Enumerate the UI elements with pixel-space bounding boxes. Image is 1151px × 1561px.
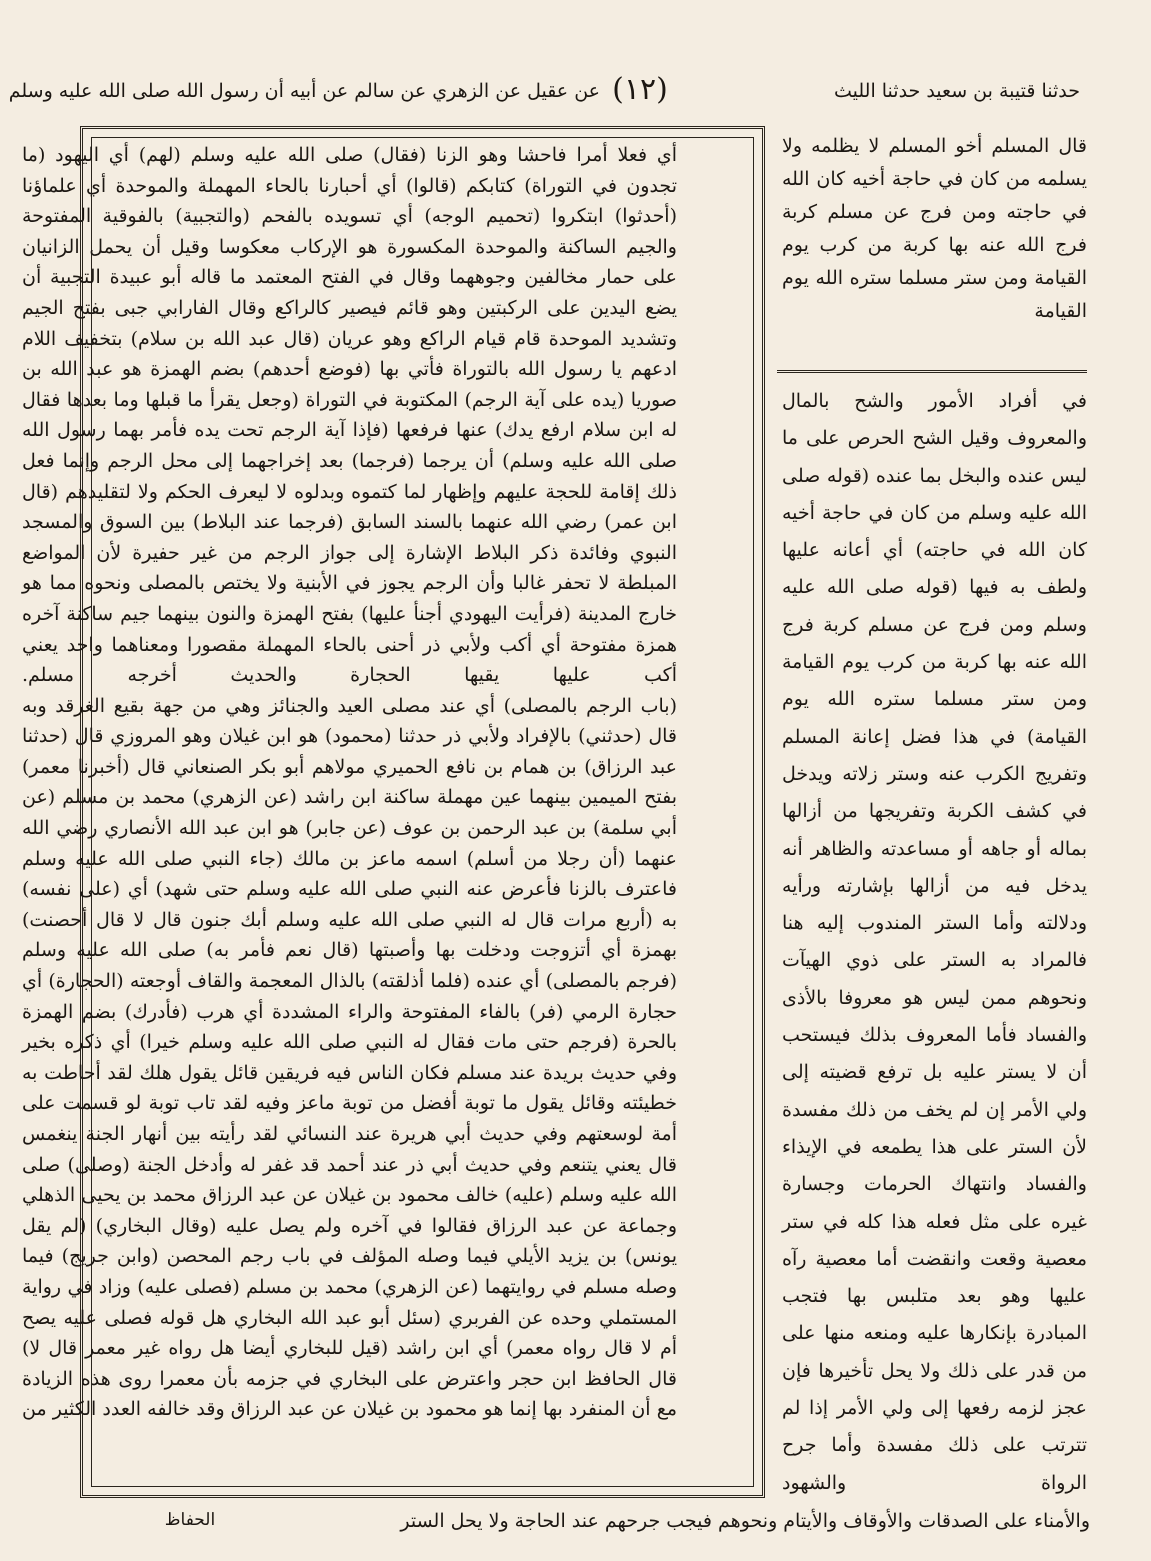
margin-divider	[777, 370, 1087, 373]
margin-column	[782, 130, 1087, 1494]
commentary-text	[22, 140, 677, 1490]
page-number: (١٢)	[612, 72, 668, 107]
footer-continuation: والأمناء على الصدقات والأوقاف والأيتام ونحوهم فيجب جرحهم عند الحاجة ولا يحل الستر	[400, 1510, 1090, 1532]
side-column-header: حدثنا قتيبة بن سعيد حدثنا الليث	[833, 80, 1080, 102]
hadith-text: قال المسلم أخو المسلم لا يظلمه ولا يسلمه من كان في حاجة أخيه كان الله في حاجته ومن فرج عن مسلم كربة فرج الله عنه بها كربة من كرب يوم القيامة ومن ستر مسلما ستره الله يوم القيامة	[782, 135, 1087, 322]
page-footer	[80, 1510, 1090, 1544]
main-column-header: عن عقيل عن الزهري عن سالم عن أبيه أن رسول الله صلى الله عليه وسلم	[8, 80, 600, 102]
catchword: الحفاظ	[164, 1510, 216, 1530]
commentary-paragraph: (باب الرجم بالمصلى) أي عند مصلى العيد والجنائز وهي من جهة بقيع الغرقد وبه قال (حدثني) بالإفراد ولأبي ذر حدثنا (محمود) هو ابن غيلان وهو المروزي قال (حدثنا عبد الرزاق) بن همام بن نافع الحميري مولاهم أبو بكر الصنعاني قال (أخبرنا معمر) بفتح الميمين بينهما عين مهملة ساكنة ابن راشد (عن الزهري) محمد بن مسلم (عن أبي سلمة) بن عبد الرحمن بن عوف (عن جابر) هو ابن عبد الله الأنصاري رضي الله عنهما (أن رجلا من أسلم) اسمه ماعز بن مالك (جاء النبي صلى الله عليه وسلم فاعترف بالزنا فأعرض عنه النبي صلى الله عليه وسلم حتى شهد) أي (على نفسه) به (أربع مرات قال له النبي صلى الله عليه وسلم أبك جنون قال لا قال أحصنت) بهمزة أي أتزوجت ودخلت بها وأصبتها (قال نعم فأمر به) صلى الله عليه وسلم (فرجم بالمصلى) أي عنده (فلما أذلقته) بالذال المعجمة والقاف أوجعته (الحجارة) أي حجارة الرمي (فر) بالفاء المفتوحة والراء المشددة أي هرب (فأدرك) بضم الهمزة بالحرة (فرجم حتى مات فقال له النبي صلى الله عليه وسلم خيرا) أي ذكره بخير وفي حديث بريدة عند مسلم فكان الناس فيه فريقين قائل يقول هلك لقد أحاطت به خطيئته وقائل يقول ما توبة أفضل من توبة ماعز وفيه لقد تاب توبة لو قسمت على أمة لوسعتهم وفي حديث أبي هريرة عند النسائي لقد رأيته بين أنهار الجنة ينغمس قال يعني يتنعم وفي حديث أبي ذر عند أحمد قد غفر له وأدخل الجنة (وصلى) صلى الله عليه وسلم (عليه) خالف محمود بن غيلان عن عبد الرزاق محمد بن يحيى الذهلي وجماعة عن عبد الرزاق فقالوا في آخره ولم يصل عليه (وقال البخاري) (لم يقل يونس) بن يزيد الأيلي فيما وصله المؤلف في باب رجم المحصن (وابن جريج) فيما وصله مسلم في روايتهما (عن الزهري) محمد بن مسلم (فصلى عليه) وزاد في رواية المستملي وحده عن الفربري (سئل أبو عبد الله البخاري هل قوله فصلى عليه يصح أم لا قال رواه معمر) أي ابن راشد (قيل للبخاري أيضا هل رواه غير معمر قال لا) قال الحافظ ابن حجر واعترض على البخاري في جزمه بأن معمرا روى هذه الزيادة مع أن المنفرد بها إنما هو محمود بن غيلان عن عبد الرزاق وقد خالفه العدد الكثير من	[22, 694, 677, 1421]
margin-commentary: في أفراد الأمور والشح بالمال والمعروف وقيل الشح الحرص على ما ليس عنده والبخل بما عنده (قوله صلى الله عليه وسلم من كان في حاجة أخيه كان الله في حاجته) أي أعانه عليها ولطف به فيها (قوله صلى الله عليه وسلم ومن فرج عن مسلم كربة فرج الله عنه بها كربة من كرب يوم القيامة ومن ستر مسلما ستره الله يوم القيامة) في هذا فضل إعانة المسلم وتفريج الكرب عنه وستر زلاته ويدخل في كشف الكربة وتفريجها من أزالها بماله أو جاهه أو مساعدته والظاهر أنه يدخل فيه من أزالها بإشارته ورأيه ودلالته وأما الستر المندوب إليه هنا فالمراد به الستر على ذوي الهيآت ونحوهم ممن ليس هو معروفا بالأذى والفساد فأما المعروف بذلك فيستحب أن لا يستر عليه بل ترفع قضيته إلى ولي الأمر إن لم يخف من ذلك مفسدة لأن الستر على هذا يطمعه في الإيذاء والفساد وانتهاك الحرمات وجسارة غيره على مثل فعله هذا كله في ستر معصية وقعت وانقضت أما معصية رآه عليها وهو بعد متلبس بها فتجب المبادرة بإنكارها عليه ومنعه منها على من قدر على ذلك ولا يحل تأخيرها فإن عجز لزمه رفعها إلى ولي الأمر إذا لم تترتب على ذلك مفسدة وأما جرح الرواة والشهود	[782, 390, 1087, 1494]
commentary-paragraph: أي فعلا أمرا فاحشا وهو الزنا (فقال) صلى الله عليه وسلم (لهم) أي اليهود (ما تجدون في التوراة) كتابكم (قالوا) أي أحبارنا بالحاء المهملة والموحدة أي علماؤنا (أحدثوا) ابتكروا (تحميم الوجه) أي تسويده بالفحم (والتجبية) بالفوقية المفتوحة والجيم الساكنة والموحدة المكسورة هو الإركاب معكوسا وقيل أن يحمل الزانيان على حمار مخالفين وجوههما وقال في الفتح المعتمد ما قاله أبو عبيدة التجبية أن يضع اليدين على الركبتين وهو قائم فيصير كالراكع وقال الفارابي جبى بفتح الجيم وتشديد الموحدة قام قيام الراكع وهو عريان (قال عبد الله بن سلام) بتخفيف اللام ادعهم يا رسول الله بالتوراة فأتي بها (فوضع أحدهم) بضم الهمزة هو عبد الله بن صوريا (يده على آية الرجم) المكتوبة في التوراة (وجعل يقرأ ما قبلها وما بعدها فقال له ابن سلام ارفع يدك) عنها فرفعها (فإذا آية الرجم تحت يده فأمر بهما رسول الله صلى الله عليه وسلم) أن يرجما (فرجما) بعد إخراجهما إلى محل الرجم وإنما فعل ذلك إقامة للحجة عليهم وإظهار لما كتموه وبدلوه لا ليعرف الحكم ولا لتقليدهم (قال ابن عمر) رضي الله عنهما بالسند السابق (فرجما عند البلاط) بين السوق والمسجد النبوي وفائدة ذكر البلاط الإشارة إلى جواز الرجم من غير حفيرة لأن المواضع المبلطة لا تحفر غالبا وأن الرجم يجوز في الأبنية ولا يختص بالمصلى ونحوه مما هو خارج المدينة (فرأيت اليهودي أجنأ عليها) بفتح الهمزة والنون بينهما جيم ساكنة آخره همزة مفتوحة أي أكب ولأبي ذر أحنى بالحاء المهملة مقصورا ومعناهما واحد يعني أكب عليها يقيها الحجارة والحديث أخرجه مسلم.	[22, 144, 677, 687]
page-header	[8, 72, 1080, 122]
